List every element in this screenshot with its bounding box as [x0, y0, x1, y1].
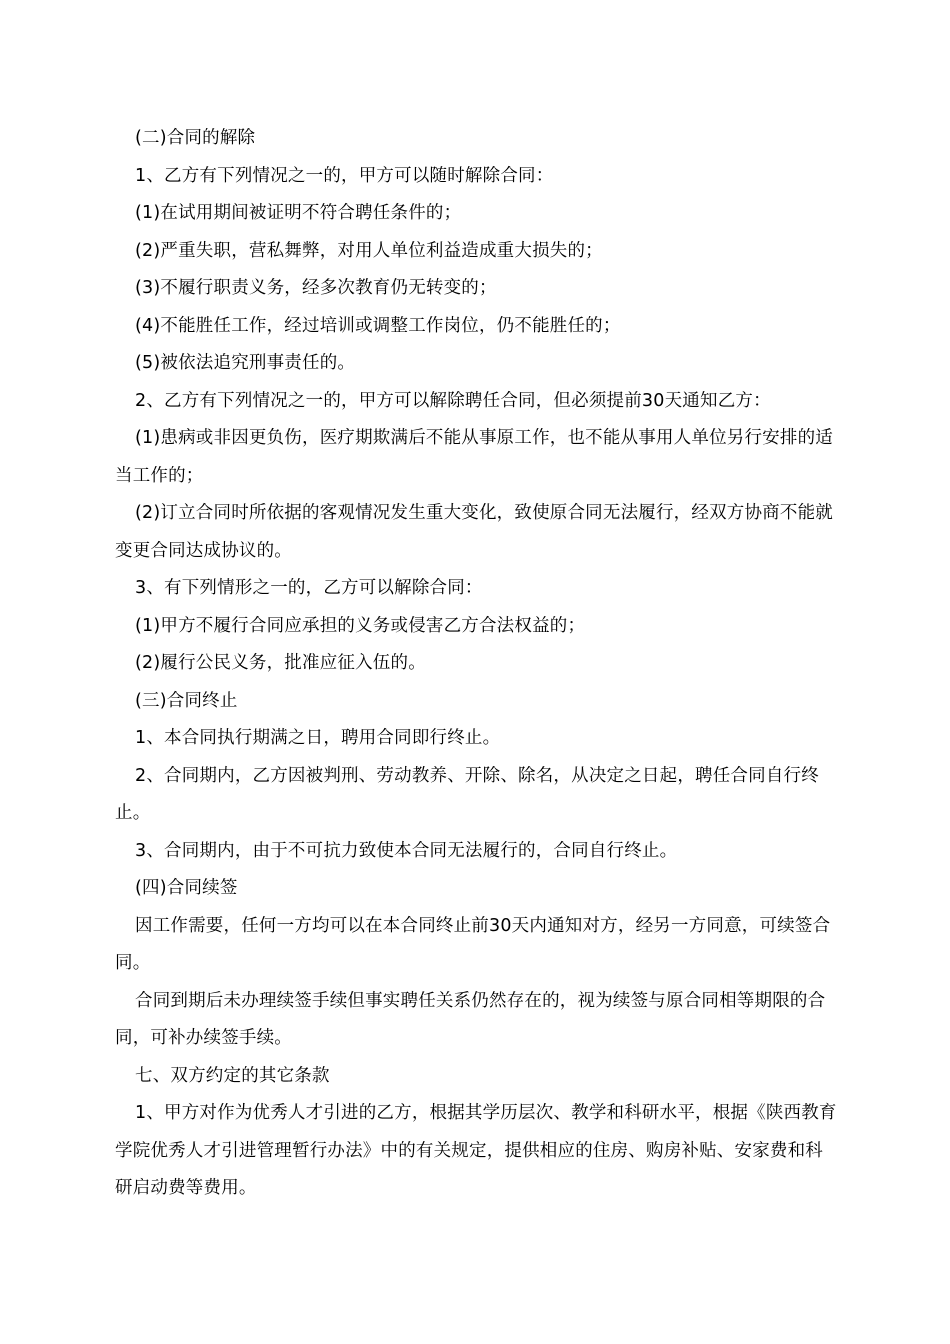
- list-item: (1)患病或非因更负伤，医疗期欺满后不能从事原工作，也不能从事用人单位另行安排的适当工作的；: [115, 428, 833, 486]
- clause-paragraph: 1、甲方对作为优秀人才引进的乙方，根据其学历层次、教学和科研水平，根据《陕西教育学院优秀人才引进管理暂行办法》中的有关规定，提供相应的住房、购房补贴、安家费和科研启动费等费用。: [115, 1103, 837, 1198]
- clause-paragraph: 1、本合同执行期满之日，聘用合同即行终止。: [135, 728, 501, 748]
- section-heading-contract-termination: (二)合同的解除: [135, 128, 256, 148]
- clause-paragraph: 合同到期后未办理续签手续但事实聘任关系仍然存在的，视为续签与原合同相等期限的合同，可补办续签手续。: [115, 990, 826, 1048]
- list-item: (2)严重失职，营私舞弊，对用人单位利益造成重大损失的；: [135, 240, 603, 261]
- document-body: [115, 120, 837, 1208]
- clause-paragraph: 3、有下列情形之一的，乙方可以解除合同：: [135, 578, 483, 598]
- clause-paragraph: 因工作需要，任何一方均可以在本合同终止前30天内通知对方，经另一方同意，可续签合同。: [115, 915, 831, 973]
- list-item: (1)甲方不履行合同应承担的义务或侵害乙方合法权益的；: [135, 615, 586, 636]
- section-heading-other-terms: 七、双方约定的其它条款: [135, 1065, 330, 1086]
- section-heading-contract-end: (三)合同终止: [135, 690, 238, 711]
- clause-paragraph: 3、合同期内，由于不可抗力致使本合同无法履行的，合同自行终止。: [135, 840, 678, 861]
- clause-paragraph: 2、合同期内，乙方因被判刑、劳动教养、开除、除名，从决定之日起，聘任合同自行终止。: [115, 765, 819, 823]
- list-item: (4)不能胜任工作，经过培训或调整工作岗位，仍不能胜任的；: [135, 315, 621, 336]
- clause-paragraph: 1、乙方有下列情况之一的，甲方可以随时解除合同：: [135, 165, 554, 186]
- list-item: (3)不履行职责义务，经多次教育仍无转变的；: [135, 278, 497, 298]
- clause-paragraph: 2、乙方有下列情况之一的，甲方可以解除聘任合同，但必须提前30天通知乙方：: [135, 390, 771, 411]
- list-item: (1)在试用期间被证明不符合聘任条件的；: [135, 203, 462, 223]
- list-item: (2)履行公民义务，批准应征入伍的。: [135, 653, 426, 673]
- list-item: (2)订立合同时所依据的客观情况发生重大变化，致使原合同无法履行，经双方协商不能就变更合同达成协议的。: [115, 503, 833, 561]
- section-heading-contract-renewal: (四)合同续签: [135, 878, 238, 898]
- list-item: (5)被依法追究刑事责任的。: [135, 353, 356, 373]
